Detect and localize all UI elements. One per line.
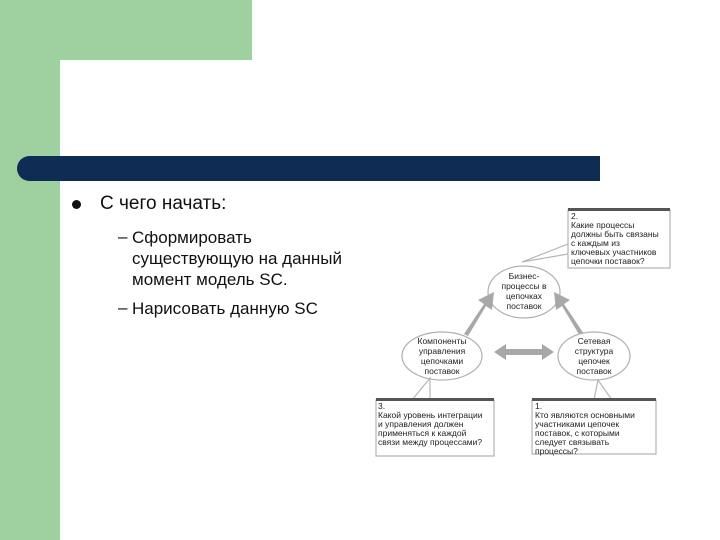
callout-2-line: ключевых участников — [571, 247, 657, 257]
callout-3-line: и управления должен — [378, 419, 464, 429]
callout-3-line: Какой уровень интеграции — [378, 410, 483, 420]
node-label: цепочках — [506, 291, 542, 301]
green-left-strip — [0, 0, 60, 540]
callout-1-num: 1. — [535, 401, 543, 411]
dash-icon: – — [118, 298, 128, 317]
node-label: поставок — [576, 366, 612, 376]
node-label: Сетевая — [577, 336, 611, 346]
callout-2-line: цепочки поставок? — [571, 256, 645, 266]
bullet-dot-icon — [72, 200, 81, 209]
arrow-horizontal-icon — [494, 344, 554, 360]
sub-item-text: Нарисовать данную SC — [132, 299, 318, 318]
callout-1-line: процессы? — [535, 446, 578, 456]
node-label: управления — [418, 346, 466, 356]
callout-2-num: 2. — [571, 211, 579, 221]
sub-item-2 — [118, 298, 372, 319]
dash-icon: – — [118, 227, 128, 246]
supply-chain-diagram — [372, 204, 680, 460]
sub-item-1 — [118, 227, 372, 290]
callout-2-bar — [568, 208, 670, 211]
callout-2-line: Какие процессы — [571, 220, 635, 230]
diagram-svg — [372, 204, 680, 460]
callout-3-line: применяться к каждой — [378, 428, 467, 438]
node-label: цепочек — [578, 356, 610, 366]
callout-2-line: с каждым из — [571, 238, 620, 248]
arrow-right-diagonal-icon — [554, 292, 584, 336]
title-bar — [17, 156, 600, 181]
callout-3-num: 3. — [378, 401, 386, 411]
callout-1-line: поставок, с которыми — [535, 428, 620, 438]
node-label: Бизнес- — [508, 271, 540, 281]
slide-content — [72, 193, 372, 319]
node-label: Компоненты — [417, 336, 467, 346]
callout-1-line: участниками цепочек — [535, 419, 620, 429]
node-label: процессы в — [501, 281, 547, 291]
callout-3-line: связи между процессами? — [378, 437, 483, 447]
callout-1-line: следует связывать — [535, 437, 610, 447]
callout-3-bar — [376, 398, 494, 401]
callout-1-bar — [532, 398, 656, 401]
callout-2-line: должны быть связаны — [571, 229, 659, 239]
node-label: поставок — [506, 301, 542, 311]
node-label: структура — [574, 346, 614, 356]
bullet-item — [72, 193, 372, 219]
arrow-left-diagonal-icon — [464, 292, 494, 336]
node-label: цепочками — [420, 356, 464, 366]
node-label: поставок — [424, 366, 460, 376]
callout-1-line: Кто являются основными — [535, 410, 635, 420]
bullet-text: С чего начать: — [100, 193, 227, 214]
sub-item-text: Сформировать существующую на данный момент модель SC. — [132, 228, 343, 289]
